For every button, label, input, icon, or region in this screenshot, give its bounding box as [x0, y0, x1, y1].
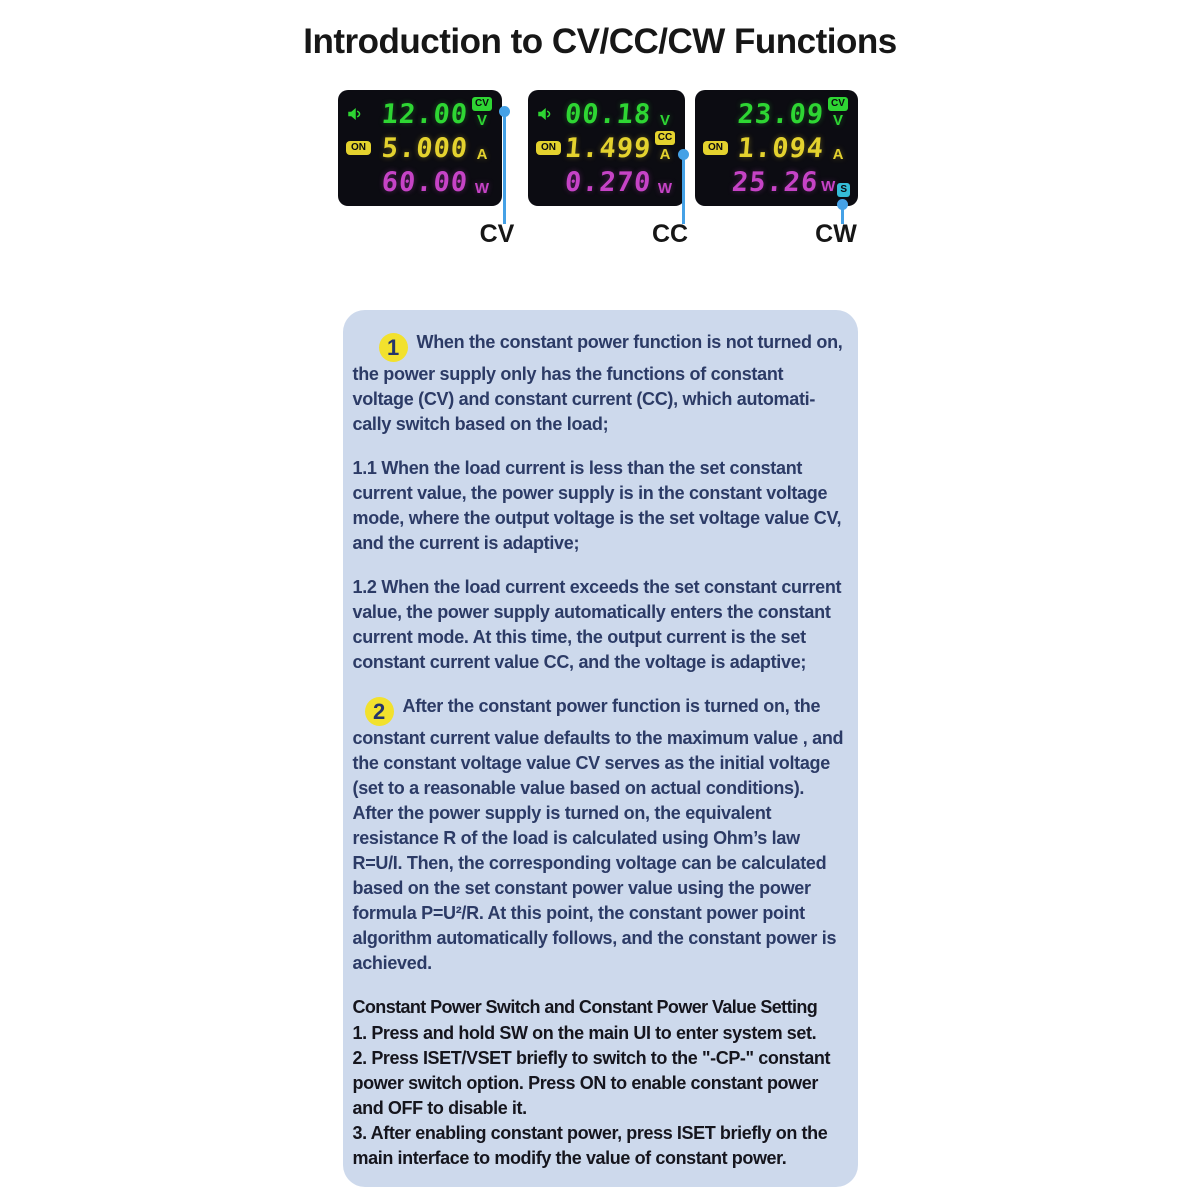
current-row	[703, 131, 850, 165]
lcd-display-cc	[528, 90, 685, 206]
current-unit: A	[832, 146, 844, 163]
number-badge-1: 1	[379, 333, 408, 362]
lcd-displays-header	[0, 62, 1200, 310]
voltage-unit: V	[476, 112, 487, 129]
voltage-value: 23.09	[736, 98, 826, 130]
power-unit: W	[474, 180, 490, 197]
voltage-value: 12.00	[380, 98, 470, 130]
label-cc: CC	[651, 220, 689, 248]
s-badge: S	[837, 183, 850, 197]
info-panel	[343, 310, 858, 1187]
callout-dot-cw	[837, 199, 848, 210]
paragraph-1-text: When the constant power function is not turned on, the power supply only has the functions of constant voltage (CV) and constant current (CC), which automati-cally switch based on the load;	[352, 332, 843, 434]
label-cw: CW	[815, 220, 857, 248]
voltage-value: 00.18	[563, 98, 653, 130]
cv-badge: CV	[472, 97, 492, 111]
paragraph-1	[353, 330, 848, 437]
on-badge: ON	[346, 141, 371, 155]
current-unit: A	[476, 146, 488, 163]
callout-line-cv	[503, 114, 506, 224]
voltage-row	[703, 97, 850, 131]
power-unit: W	[657, 180, 673, 197]
power-unit: W	[821, 178, 836, 195]
voltage-unit: V	[659, 112, 670, 129]
paragraph-1-2: 1.2 When the load current exceeds the set constant current value, the power supply automatically enters the constant current mode. At this time, the output current is the set constant current value CC, and the voltage is adaptive;	[352, 577, 842, 672]
on-badge: ON	[703, 141, 728, 155]
on-badge: ON	[536, 141, 561, 155]
power-row	[346, 165, 494, 199]
setting-step-3: 3. After enabling constant power, press ISET briefly on the main interface to modify the value of constant power.	[352, 1123, 828, 1168]
page-title: Introduction to CV/CC/CW Functions	[303, 22, 897, 61]
speaker-icon	[346, 105, 376, 123]
power-row	[536, 165, 677, 199]
voltage-row	[346, 97, 494, 131]
power-value: 60.00	[380, 166, 470, 198]
voltage-row	[536, 97, 677, 131]
setting-step-1: 1. Press and hold SW on the main UI to enter system set.	[352, 1023, 817, 1043]
lcd-display-cw	[695, 90, 858, 206]
cc-badge: CC	[655, 131, 675, 145]
label-cv: CV	[479, 220, 515, 248]
paragraph-2-text: After the constant power function is turned on, the constant current value defaults to the maximum value , and the constant voltage value CV serves as the initial voltage (set to a reasonable value based on actual conditions). After the power supply is turned on, the equivalent resistance R of the load is calculated using Ohm’s law R=U/I. Then, the corresponding voltage can be calculated based on the set constant power value using the power formula P=U²/R. At this point, the constant power point algorithm automatically follows, and the constant power is achieved.	[352, 696, 844, 973]
callout-dot-cv	[499, 106, 510, 117]
current-row	[346, 131, 494, 165]
paragraph-2	[353, 694, 848, 976]
current-value: 1.499	[563, 132, 653, 164]
callout-line-cc	[682, 157, 685, 224]
power-value: 0.270	[563, 166, 653, 198]
speaker-icon	[536, 105, 565, 123]
cv-badge: CV	[828, 97, 848, 111]
voltage-unit: V	[832, 112, 843, 129]
paragraph-1-1: 1.1 When the load current is less than the set constant current value, the power supply is in the constant voltage mode, where the output voltage is the set voltage value CV, and the current is adaptive;	[352, 458, 842, 553]
current-value: 5.000	[380, 132, 470, 164]
setting-heading: Constant Power Switch and Constant Power Value Setting	[352, 997, 818, 1017]
callout-dot-cc	[678, 149, 689, 160]
power-row	[703, 165, 850, 199]
number-badge-2: 2	[365, 697, 394, 726]
current-unit: A	[659, 146, 671, 163]
lcd-display-cv	[338, 90, 502, 206]
current-row	[536, 131, 677, 165]
power-value: 25.26	[730, 166, 820, 198]
current-value: 1.094	[736, 132, 826, 164]
setting-step-2: 2. Press ISET/VSET briefly to switch to the "-CP-" constant power switch option. Press ON to enable constant power and OFF to disable it.	[352, 1048, 831, 1118]
